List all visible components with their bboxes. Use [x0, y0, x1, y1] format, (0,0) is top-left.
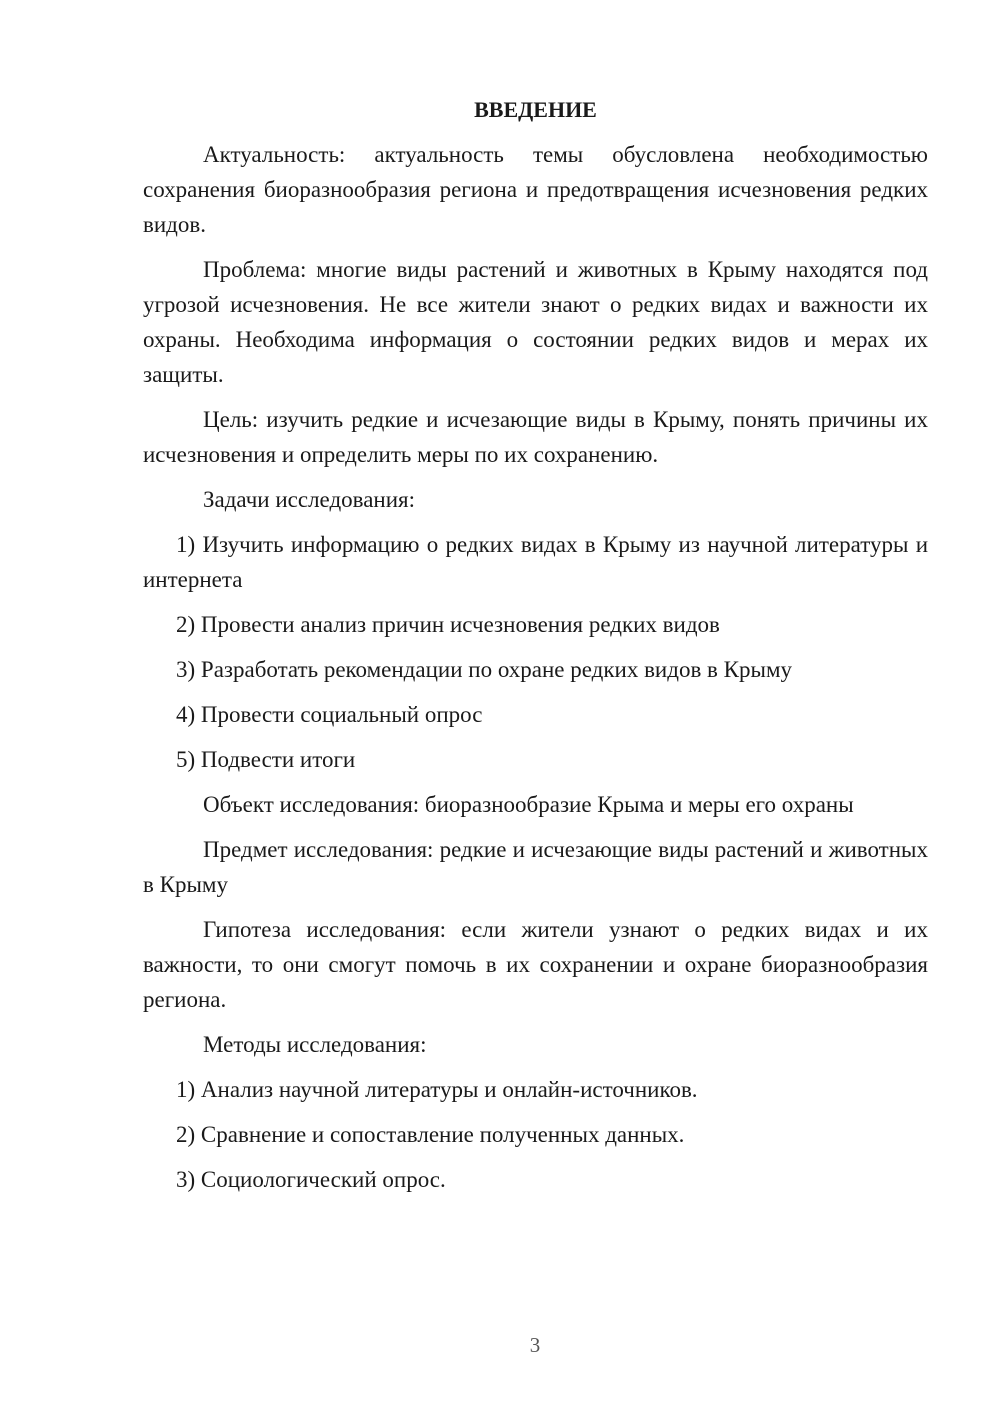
page-number: 3: [529, 1333, 541, 1357]
method-item: 1) Анализ научной литературы и онлайн-источников.: [176, 1077, 698, 1102]
methods-heading: Методы исследования:: [203, 1032, 427, 1057]
task-item: 2) Провести анализ причин исчезновения редких видов: [176, 612, 720, 637]
task-item: 4) Провести социальный опрос: [176, 702, 483, 727]
hypothesis-paragraph: Гипотеза исследования: если жители узнают о редких видах и их важности, то они смогут помочь в их сохранении и охране биоразнообразия региона.: [143, 917, 928, 1012]
section-title: ВВЕДЕНИЕ: [474, 97, 597, 122]
task-item: 1) Изучить информацию о редких видах в Крыму из научной литературы и интернета: [143, 532, 928, 592]
relevance-paragraph: Актуальность: актуальность темы обусловлена необходимостью сохранения биоразнообразия региона и предотвращения исчезновения редких видов.: [143, 142, 928, 237]
problem-paragraph: Проблема: многие виды растений и животных в Крыму находятся под угрозой исчезновения. Не все жители знают о редких видах и важности их охраны. Необходима информация о состоянии редких видов и мерах их защиты.: [143, 257, 928, 387]
task-item: 3) Разработать рекомендации по охране редких видов в Крыму: [176, 657, 793, 682]
tasks-heading: Задачи исследования:: [203, 487, 416, 512]
method-item: 3) Социологический опрос.: [176, 1167, 446, 1192]
subject-paragraph: Предмет исследования: редкие и исчезающие виды растений и животных в Крыму: [143, 837, 928, 897]
task-item: 5) Подвести итоги: [176, 747, 356, 772]
page-content: [143, 93, 928, 1207]
method-item: 2) Сравнение и сопоставление полученных данных.: [176, 1122, 685, 1147]
object-paragraph: Объект исследования: биоразнообразие Крыма и меры его охраны: [203, 792, 854, 817]
goal-paragraph: Цель: изучить редкие и исчезающие виды в Крыму, понять причины их исчезновения и определить меры по их сохранению.: [143, 407, 928, 467]
